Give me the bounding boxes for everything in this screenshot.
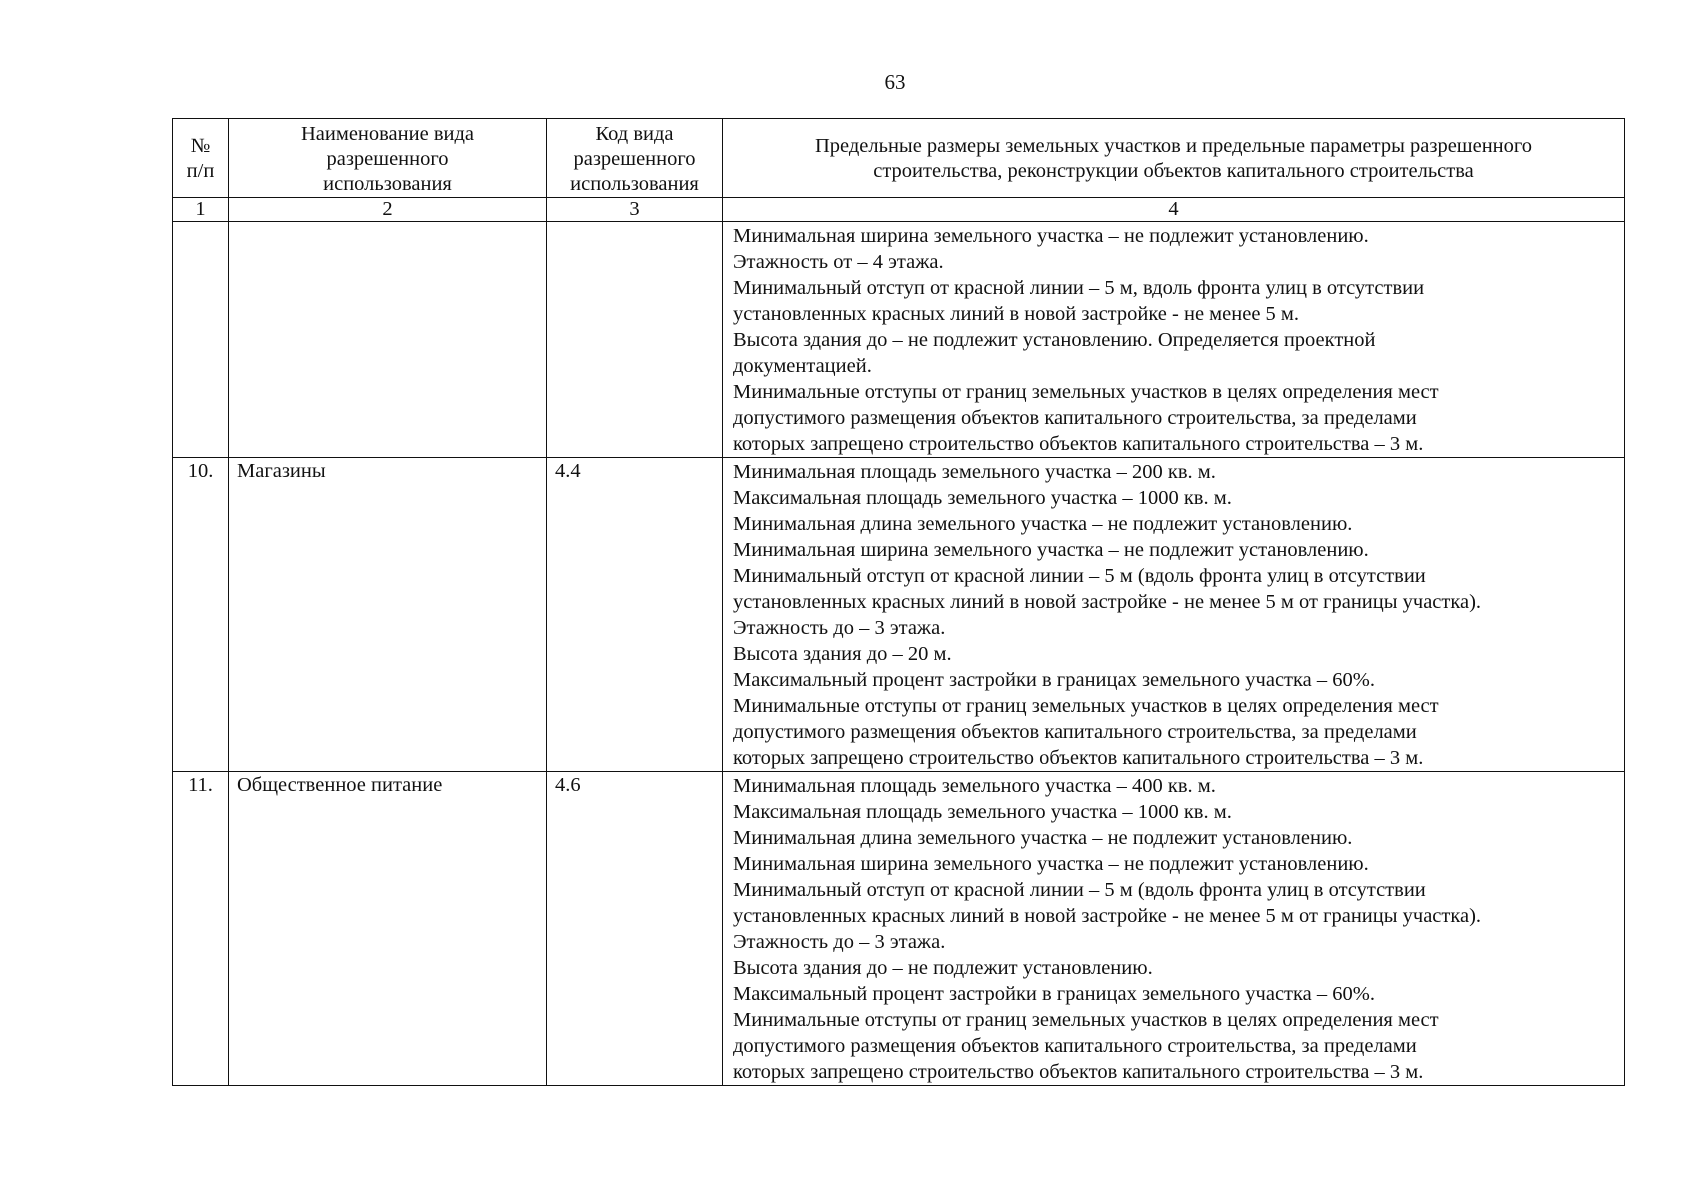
- parameter-line: Максимальная площадь земельного участка – 1000 кв. м.: [733, 801, 1232, 823]
- parameter-line: Минимальная длина земельного участка – не подлежит установлению.: [733, 827, 1353, 849]
- table-row: [173, 458, 1625, 772]
- parameter-line: Минимальная ширина земельного участка – не подлежит установлению.: [733, 853, 1369, 875]
- parameter-line: Высота здания до – не подлежит установлению. Определяется проектной: [733, 329, 1376, 351]
- table-row: [173, 772, 1625, 1086]
- parameter-line: Минимальная ширина земельного участка – не подлежит установлению.: [733, 539, 1369, 561]
- parameter-line: Минимальный отступ от красной линии – 5 м (вдоль фронта улиц в отсутствии: [733, 565, 1426, 587]
- parameter-line: допустимого размещения объектов капитального строительства, за пределами: [733, 407, 1417, 429]
- parameter-line: установленных красных линий в новой застройке - не менее 5 м от границы участка).: [733, 591, 1482, 613]
- parameter-line: Минимальный отступ от красной линии – 5 м, вдоль фронта улиц в отсутствии: [733, 277, 1425, 299]
- use-name: Общественное питание: [229, 772, 547, 1086]
- use-parameters: [723, 222, 1625, 458]
- column-number: 1: [173, 198, 229, 222]
- use-code: 4.6: [547, 772, 723, 1086]
- parameter-line: установленных красных линий в новой застройке - не менее 5 м.: [733, 303, 1300, 325]
- use-code: [547, 222, 723, 458]
- table-header-row: [173, 119, 1625, 198]
- header-col-3: Код вида разрешенного использования: [547, 119, 723, 198]
- parameter-line: которых запрещено строительство объектов капитального строительства – 3 м.: [733, 433, 1424, 455]
- parameter-line: которых запрещено строительство объектов капитального строительства – 3 м.: [733, 1061, 1424, 1083]
- parameter-line: Максимальный процент застройки в границах земельного участка – 60%.: [733, 983, 1375, 1005]
- parameter-line: Этажность до – 3 этажа.: [733, 931, 946, 953]
- parameter-line: документацией.: [733, 355, 872, 377]
- parameter-line: установленных красных линий в новой застройке - не менее 5 м от границы участка).: [733, 905, 1482, 927]
- column-number: 2: [229, 198, 547, 222]
- column-number: 4: [723, 198, 1625, 222]
- parameter-line: допустимого размещения объектов капитального строительства, за пределами: [733, 721, 1417, 743]
- parameter-line: Минимальные отступы от границ земельных участков в целях определения мест: [733, 1009, 1439, 1031]
- parameter-line: допустимого размещения объектов капитального строительства, за пределами: [733, 1035, 1417, 1057]
- row-number: 10.: [173, 458, 229, 772]
- parameter-line: Минимальная ширина земельного участка – не подлежит установлению.: [733, 225, 1369, 247]
- use-parameters: [723, 458, 1625, 772]
- header-col-2: Наименование вида разрешенного использования: [229, 119, 547, 198]
- row-number: [173, 222, 229, 458]
- page-number: 63: [884, 70, 906, 94]
- use-parameters: [723, 772, 1625, 1086]
- zoning-table: [172, 118, 1625, 1086]
- parameter-line: которых запрещено строительство объектов капитального строительства – 3 м.: [733, 747, 1424, 769]
- table-row: [173, 222, 1625, 458]
- parameter-line: Максимальный процент застройки в границах земельного участка – 60%.: [733, 669, 1375, 691]
- parameter-line: Этажность от – 4 этажа.: [733, 251, 944, 273]
- header-col-4: Предельные размеры земельных участков и предельные параметры разрешенного строительства, реконструкции объектов капитального строительства: [723, 119, 1625, 198]
- parameter-line: Минимальная длина земельного участка – не подлежит установлению.: [733, 513, 1353, 535]
- parameter-line: Минимальные отступы от границ земельных участков в целях определения мест: [733, 381, 1439, 403]
- parameter-line: Максимальная площадь земельного участка – 1000 кв. м.: [733, 487, 1232, 509]
- parameter-line: Минимальный отступ от красной линии – 5 м (вдоль фронта улиц в отсутствии: [733, 879, 1426, 901]
- column-number: 3: [547, 198, 723, 222]
- use-code: 4.4: [547, 458, 723, 772]
- parameter-line: Высота здания до – 20 м.: [733, 643, 952, 665]
- row-number: 11.: [173, 772, 229, 1086]
- parameter-line: Этажность до – 3 этажа.: [733, 617, 946, 639]
- parameter-line: Минимальная площадь земельного участка – 200 кв. м.: [733, 461, 1216, 483]
- header-col-1: № п/п: [173, 119, 229, 198]
- parameter-line: Высота здания до – не подлежит установлению.: [733, 957, 1153, 979]
- use-name: Магазины: [229, 458, 547, 772]
- parameter-line: Минимальные отступы от границ земельных участков в целях определения мест: [733, 695, 1439, 717]
- parameter-line: Минимальная площадь земельного участка – 400 кв. м.: [733, 775, 1216, 797]
- use-name: [229, 222, 547, 458]
- column-number-row: [173, 198, 1625, 222]
